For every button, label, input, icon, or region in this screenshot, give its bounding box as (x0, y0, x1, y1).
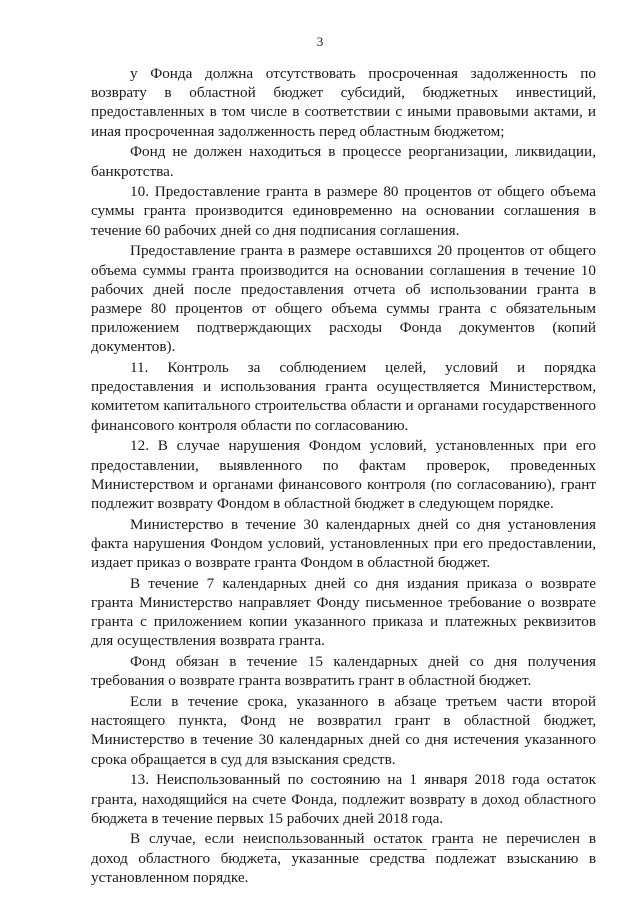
paragraph-ministry-order: Министерство в течение 30 календарных дней со дня установления факта нарушения Фондом условий, установленных при его предоставлении, издает приказ о возврате гранта Фондом в областной бюджет. (91, 515, 596, 572)
paragraph-court-recovery: Если в течение срока, указанного в абзаце третьем части второй настоящего пункта, Фонд не возвратил грант в областной бюджет, Министерство в течение 30 календарных дней со дня истечения указанного срока обращается в суд для взыскания средств. (91, 693, 596, 768)
footer-divider-dash (444, 849, 468, 850)
paragraph-written-demand: В течение 7 календарных дней со дня издания приказа о возврате гранта Министерство направляет Фонду письменное требование о возврате гранта с приложением копии указанного приказа и платежных реквизитов для осуществления возврата гранта. (91, 574, 596, 650)
document-body (91, 64, 596, 889)
paragraph-clause-12: 12. В случае нарушения Фондом условий, установленных при его предоставлении, выявленного по фактам проверок, проведенных Министерством и органами финансового контроля (по согласованию), грант подлежит возврату Фондом в областной бюджет в следующем порядке. (91, 437, 596, 512)
paragraph-fund-return-obligation: Фонд обязан в течение 15 календарных дней со дня получения требования о возврате гранта возвратить грант в областной бюджет. (91, 653, 596, 690)
paragraph-clause-10: 10. Предоставление гранта в размере 80 процентов от общего объема суммы гранта производится единовременно на основании соглашения в течение 60 рабочих дней со дня подписания соглашения. (91, 183, 596, 239)
paragraph-remaining-20-percent: Предоставление гранта в размере оставшихся 20 процентов от общего объема суммы гранта производится на основании соглашения в течение 10 рабочих дней после предоставления отчета об использовании гранта в размере 80 процентов от общего объема суммы гранта с обязательным приложением подтверждающих расходы Фонда документов (копий документов). (91, 242, 596, 356)
paragraph-clause-13: 13. Неиспользованный по состоянию на 1 января 2018 года остаток гранта, находящийся на счете Фонда, подлежит возврату в доход областного бюджета в течение первых 15 рабочих дней 2018 года. (91, 771, 596, 827)
paragraph-fund-no-reorganization: Фонд не должен находиться в процессе реорганизации, ликвидации, банкротства. (91, 143, 596, 180)
paragraph-clause-11: 11. Контроль за соблюдением целей, условий и порядка предоставления и использования гранта осуществляется Министерством, комитетом капитального строительства области и органами государственного финансового контроля области по согласованию. (91, 359, 596, 434)
paragraph-unused-balance-recovery: В случае, если неиспользованный остаток гранта не перечислен в доход областного бюджета, указанные средства подлежат взысканию в установленном порядке. (91, 830, 596, 886)
footer-divider-line (265, 849, 427, 850)
paragraph-fund-no-debt: у Фонда должна отсутствовать просроченная задолженность по возврату в областной бюджет субсидий, бюджетных инвестиций, предоставленных в том числе в соответствии с иными правовыми актами, и иная просроченная задолженность перед областным бюджетом; (91, 65, 596, 140)
page-number: 3 (316, 34, 324, 49)
